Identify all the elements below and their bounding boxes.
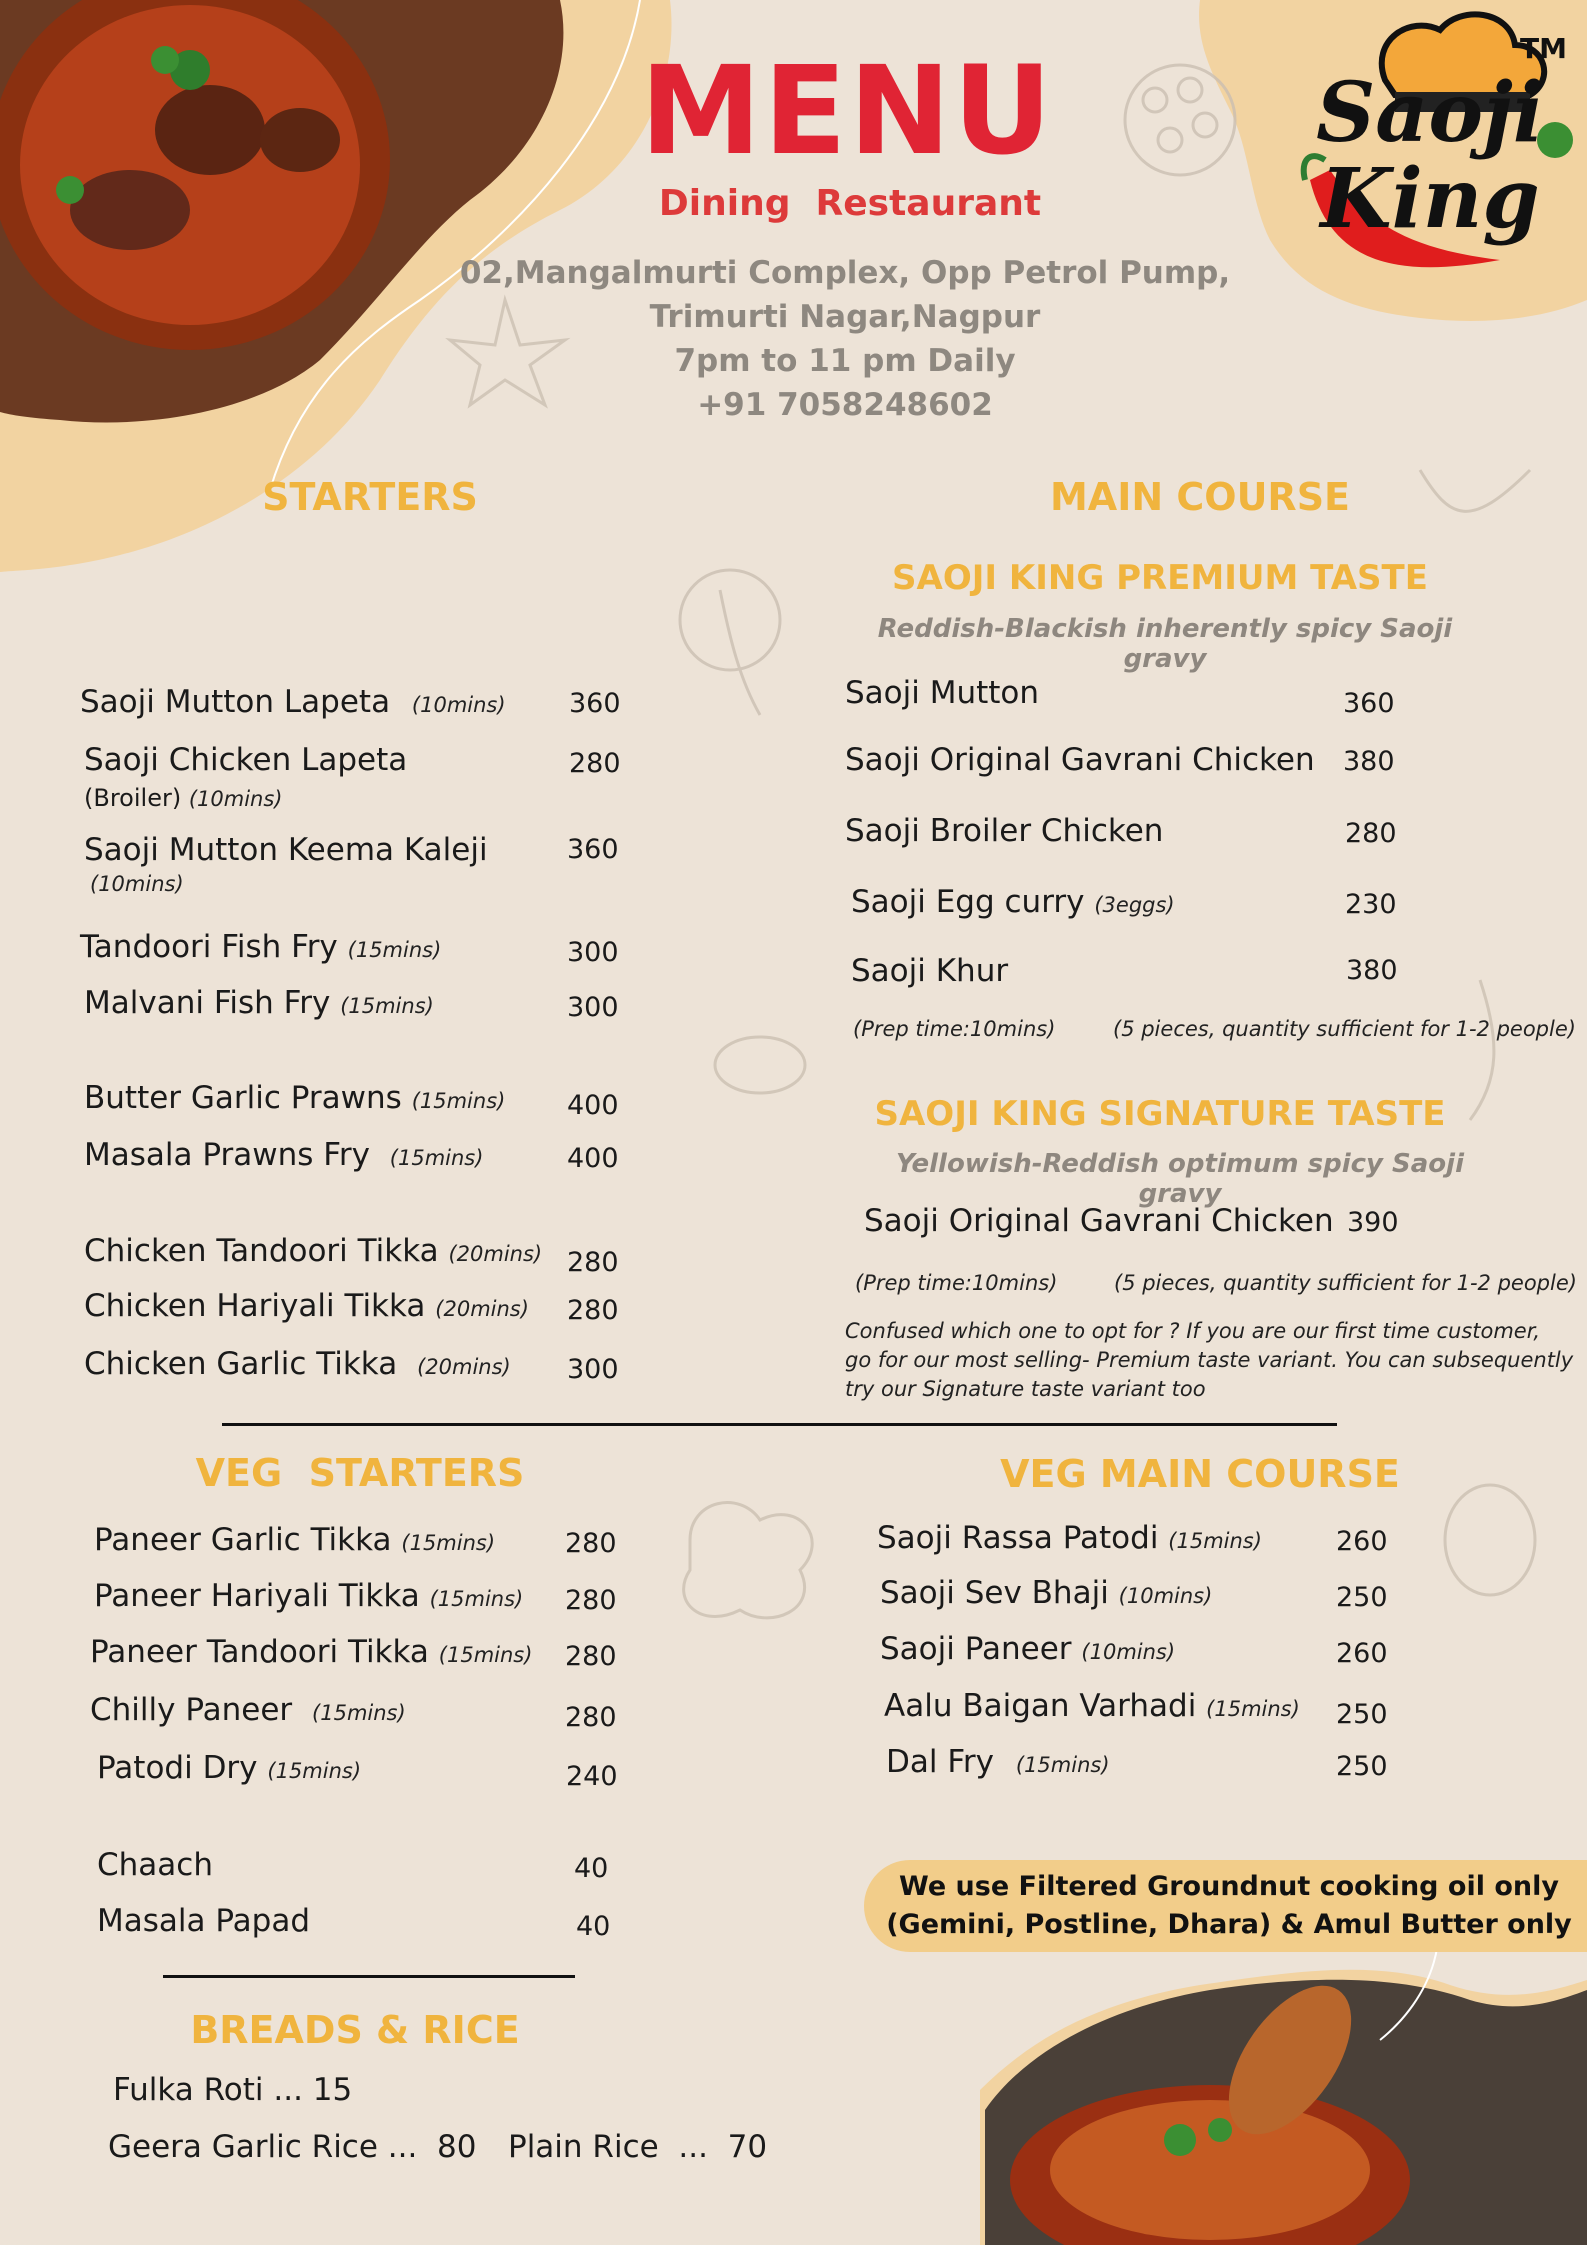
oil-notice-banner (864, 1860, 1587, 1952)
rice-item: Geera Garlic Rice ... 80 (108, 2129, 477, 2165)
veg-main-price: 260 (1336, 1638, 1388, 1669)
veg-main-item: Dal Fry (15mins) (886, 1744, 1110, 1780)
starter-price: 280 (567, 1295, 619, 1326)
premium-quantity: (5 pieces, quantity sufficient for 1-2 people) (1113, 1017, 1576, 1041)
main-item: Saoji Original Gavrani Chicken (845, 742, 1315, 778)
signature-taste-title: SAOJI KING SIGNATURE TASTE (874, 1094, 1446, 1134)
opening-hours: 7pm to 11 pm Daily (674, 343, 1016, 379)
starter-item: Tandoori Fish Fry (15mins) (80, 929, 442, 965)
bread-item: Fulka Roti ... 15 (113, 2072, 353, 2108)
veg-main-item: Saoji Rassa Patodi (15mins) (877, 1520, 1262, 1556)
main-item: Saoji Original Gavrani Chicken (864, 1203, 1334, 1239)
starter-item: Chicken Garlic Tikka (20mins) (84, 1346, 511, 1382)
veg-starter-price: 40 (576, 1911, 611, 1942)
main-course-title: MAIN COURSE (1049, 475, 1351, 519)
veg-main-item: Aalu Baigan Varhadi (15mins) (884, 1688, 1300, 1724)
veg-starter-item: Patodi Dry (15mins) (97, 1750, 362, 1786)
starter-price: 400 (567, 1143, 619, 1174)
veg-starter-item: Paneer Hariyali Tikka (15mins) (94, 1578, 524, 1614)
advice-line-2: go for our most selling- Premium taste variant. You can subsequently (845, 1348, 1574, 1372)
starter-item: Chicken Hariyali Tikka (20mins) (84, 1288, 529, 1324)
main-item: Saoji Egg curry (3eggs) (851, 884, 1175, 920)
main-price: 380 (1343, 746, 1395, 777)
veg-main-price: 250 (1336, 1699, 1388, 1730)
starter-price: 280 (569, 748, 621, 779)
premium-taste-subtitle: Reddish-Blackish inherently spicy Saoji gravy (877, 614, 1453, 674)
veg-main-item: Saoji Paneer (10mins) (880, 1631, 1176, 1667)
divider (222, 1423, 1337, 1426)
veg-starter-price: 280 (565, 1585, 617, 1616)
starters-title: STARTERS (262, 475, 478, 519)
starter-item: Saoji Chicken Lapeta (84, 742, 408, 778)
starter-item: Saoji Mutton Keema Kaleji (84, 832, 488, 868)
veg-starter-item: Chilly Paneer (15mins) (90, 1692, 406, 1728)
logo (1300, 65, 1560, 247)
divider-short (163, 1975, 575, 1978)
restaurant-type: Dining Restaurant (658, 183, 1042, 224)
starter-item: Saoji Mutton Lapeta (10mins) (80, 684, 506, 720)
veg-main-item: Saoji Sev Bhaji (10mins) (880, 1575, 1213, 1611)
starter-item-note: (Broiler) (10mins) (84, 784, 283, 812)
oil-notice-line-2: (Gemini, Postline, Dhara) & Amul Butter only (886, 1909, 1572, 1940)
veg-starter-price: 240 (566, 1761, 618, 1792)
main-price: 390 (1347, 1207, 1399, 1238)
veg-starter-item: Chaach (97, 1847, 213, 1883)
premium-prep-time: (Prep time:10mins) (853, 1017, 1056, 1041)
trademark: TM (1520, 32, 1567, 65)
main-price: 380 (1346, 955, 1398, 986)
starter-item: Chicken Tandoori Tikka (20mins) (84, 1233, 543, 1269)
main-price: 360 (1343, 688, 1395, 719)
starter-item-note: (10mins) (90, 872, 184, 896)
oil-notice-line-1: We use Filtered Groundnut cooking oil only (899, 1871, 1559, 1902)
veg-starter-item: Paneer Tandoori Tikka (15mins) (90, 1634, 533, 1670)
starter-price: 280 (567, 1247, 619, 1278)
starter-item: Butter Garlic Prawns (15mins) (84, 1080, 506, 1116)
veg-starter-price: 40 (574, 1853, 609, 1884)
veg-starter-price: 280 (565, 1702, 617, 1733)
address-line-1: 02,Mangalmurti Complex, Opp Petrol Pump, (459, 255, 1231, 291)
veg-starter-price: 280 (565, 1528, 617, 1559)
main-price: 280 (1345, 818, 1397, 849)
premium-taste-title: SAOJI KING PREMIUM TASTE (892, 558, 1428, 598)
veg-starter-item: Masala Papad (97, 1903, 311, 1939)
veg-main-price: 260 (1336, 1526, 1388, 1557)
signature-quantity: (5 pieces, quantity sufficient for 1-2 people) (1114, 1271, 1577, 1295)
main-item: Saoji Broiler Chicken (845, 813, 1164, 849)
signature-taste-subtitle: Yellowish-Reddish optimum spicy Saoji gravy (896, 1149, 1464, 1209)
phone-number: +91 7058248602 (697, 387, 993, 423)
veg-starter-price: 280 (565, 1641, 617, 1672)
main-item: Saoji Mutton (845, 675, 1040, 711)
starter-price: 300 (567, 1354, 619, 1385)
starter-price: 300 (567, 992, 619, 1023)
logo-text-king: King (1320, 151, 1540, 247)
main-item: Saoji Khur (851, 953, 1009, 989)
menu-title: MENU (640, 40, 1054, 182)
starter-price: 400 (567, 1090, 619, 1121)
address-line-2: Trimurti Nagar,Nagpur (649, 299, 1041, 335)
starter-item: Malvani Fish Fry (15mins) (84, 985, 434, 1021)
veg-starter-item: Paneer Garlic Tikka (15mins) (94, 1522, 496, 1558)
starter-item: Masala Prawns Fry (15mins) (84, 1137, 484, 1173)
starter-price: 360 (569, 688, 621, 719)
advice-line-3: try our Signature taste variant too (845, 1377, 1206, 1401)
veg-starters-title: VEG STARTERS (195, 1451, 525, 1495)
advice-line-1: Confused which one to opt for ? If you are our first time customer, (845, 1319, 1541, 1343)
veg-main-price: 250 (1336, 1582, 1388, 1613)
signature-prep-time: (Prep time:10mins) (855, 1271, 1058, 1295)
breads-rice-title: BREADS & RICE (190, 2008, 520, 2052)
starter-price: 300 (567, 937, 619, 968)
veg-main-price: 250 (1336, 1751, 1388, 1782)
main-price: 230 (1345, 889, 1397, 920)
rice-item: Plain Rice ... 70 (508, 2129, 768, 2165)
logo-text-saoji: Saoji (1316, 65, 1544, 161)
veg-main-course-title: VEG MAIN COURSE (1000, 1452, 1400, 1496)
starter-price: 360 (567, 834, 619, 865)
